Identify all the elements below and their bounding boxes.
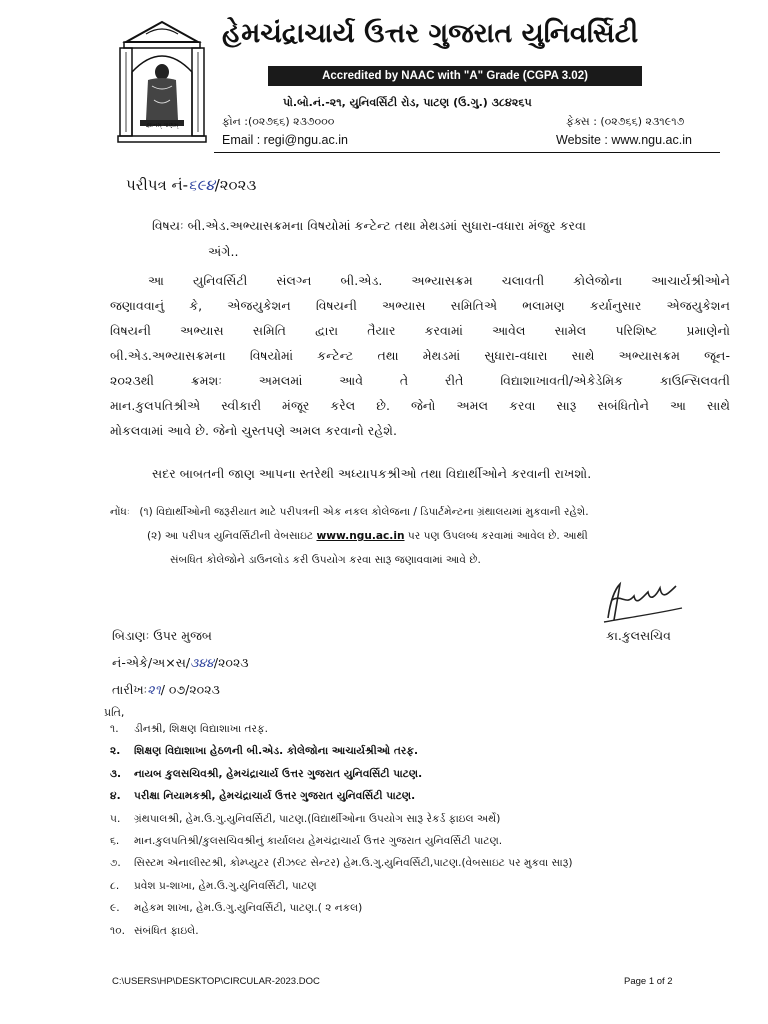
- to-label: પ્રતિ,: [104, 706, 125, 719]
- recipient-number: ૯.: [110, 902, 120, 915]
- recipient-number: ૭.: [110, 857, 121, 870]
- date-prefix: તારીખઃ: [112, 682, 148, 697]
- note-1-text: (૧) વિદ્યાર્થીઓની જરૂરીયાત માટે પરીપત્રની એક નકલ કોલેજના / ડિપાર્ટમેન્ટના ગ્રંથાલયમાં મુકવાની રહેશે.: [139, 506, 589, 518]
- recipient-item: [110, 808, 750, 830]
- note-2: [147, 524, 588, 548]
- attachment: બિડાણઃ ઉપર મુજબ: [112, 628, 212, 643]
- circular-suffix: /૨૦૨૩: [214, 176, 257, 194]
- fax: ફેક્સ : (૦૨૭૬૬) ૨૩૧૯૧૭: [566, 115, 685, 128]
- note-2-line2: સંબધિત કોલેજોને ડાઉનલોડ કરી ઉપયોગ કરવા સારૂ જણાવવામાં આવે છે.: [170, 554, 481, 566]
- reference-number: [112, 655, 249, 671]
- body-paragraph: [110, 268, 730, 443]
- note-1: [110, 500, 589, 524]
- recipient-number: ૩.: [110, 767, 122, 780]
- footer-page-number: Page 1 of 2: [624, 976, 673, 987]
- recipient-item: [110, 740, 750, 762]
- body-line: વિષયની અભ્યાસ સમિતિ દ્વારા તૈયાર કરવામાં આવેલ સામેલ પરિશિષ્ટ પ્રમાણેનો: [110, 323, 730, 338]
- recipient-text: પરીક્ષા નિયામકશ્રી, હેમચંદ્રાચાર્ય ઉત્તર ગુજરાત યુનિવર્સિટી પાટણ.: [134, 790, 416, 803]
- recipient-number: ૧.: [110, 723, 119, 735]
- body-line: મોકલવામાં આવે છે. જેનો ચુસ્તપણે અમલ કરવાનો રહેશે.: [110, 423, 397, 438]
- body-line: ૨૦૨૩થી ક્રમશઃ અમલમાં આવે તે રીતે વિદ્યાશાખાવતી/એકેડેમિક કાઉન્સિલવતી: [110, 373, 730, 388]
- address: પો.બો.નં.-૨૧, યુનિવર્સિટી રોડ, પાટણ (ઉ.ગુ.) ૩૮૪૨૬૫: [283, 96, 532, 109]
- website-link[interactable]: www.ngu.ac.in: [316, 530, 405, 542]
- email[interactable]: Email : regi@ngu.ac.in: [222, 133, 348, 147]
- phone: ફોન :(૦૨૭૬૬) ૨૩૭૦૦૦: [222, 115, 335, 128]
- body-line: જણાવવાનું કે, એજયુકેશન વિષયની અભ્યાસ સમિતિએ ભલામણ કર્યાનુસાર એજયુકેશન: [110, 298, 730, 313]
- accreditation-banner: Accredited by NAAC with "A" Grade (CGPA 3.02): [268, 66, 642, 86]
- subject-line: વિષયઃ બી.એડ.અભ્યાસક્રમના વિષયોમાં કન્ટેન્ટ તથા મેથડમાં સુધારા-વધારા મંજુર કરવા: [152, 218, 586, 233]
- circular-handwritten-number: ૬૯૪: [188, 176, 215, 194]
- recipient-item: [110, 852, 750, 874]
- ref-handwritten-number: ૩૪૪: [190, 655, 214, 670]
- body-line: માન.કુલપતિશ્રીએ સ્વીકારી મંજૂર કરેલ છે. જેનો અમલ કરવા સારૂ સબંધિતોને આ સાથે: [110, 398, 730, 413]
- recipient-text: માન.કુલપતિશ્રી/કુલસચિવશ્રીનું કાર્યાલય હેમચંદ્રાચાર્ય ઉત્તર ગુજરાત યુનિવર્સિટી પાટણ.: [134, 835, 503, 848]
- recipient-item: [110, 785, 750, 807]
- recipient-number: ૬.: [110, 835, 120, 848]
- closing-paragraph: સદર બાબતની જાણ આપના સ્તરેથી અધ્યાપકશ્રીઓ તથા વિદ્યાર્થીઓને કરવાની રાખશો.: [152, 466, 592, 481]
- recipient-item: [110, 718, 750, 740]
- recipient-item: [110, 920, 750, 942]
- logo-caption: જ્ઞાનમ્ ત્રાણમ્: [145, 122, 179, 129]
- recipient-text: શિક્ષણ વિદ્યાશાખા હેઠળની બી.એડ. કોલેજોના આચાર્યશ્રીઓ તરફ.: [134, 745, 418, 758]
- university-name: હેમચંદ્રાચાર્ય ઉત્તર ગુજરાત યુનિવર્સિટી: [222, 18, 639, 49]
- signature-icon: [596, 578, 686, 626]
- circular-prefix: પરીપત્ર નં-: [126, 176, 189, 194]
- recipient-text: સિસ્ટમ એનાલીસ્ટશ્રી, કોમ્પ્યુટર (રીઝલ્ટ સેન્ટર) હેમ.ઉ.ગુ.યુનિવર્સિટી,પાટણ.(વેબસાઇટ પર મુકવા સારૂ): [134, 857, 573, 870]
- recipient-text: સંબંધિત ફાઇલે.: [134, 924, 199, 937]
- recipient-number: ૪.: [110, 790, 121, 803]
- circular-number: [126, 176, 256, 194]
- recipient-item: [110, 763, 750, 785]
- ref-suffix: /૨૦૨૩: [213, 655, 249, 670]
- recipient-item: [110, 875, 750, 897]
- university-logo: [116, 20, 208, 150]
- recipient-text: ડીનશ્રી, શિક્ષણ વિદ્યાશાખા તરફ.: [134, 723, 268, 735]
- signatory: કા.કુલસચિવ: [606, 628, 671, 643]
- recipient-number: ૫.: [110, 812, 121, 825]
- notes-label: નોંધઃ: [110, 506, 130, 518]
- recipient-text: પ્રવેશ પ્ર-શાખા, હેમ.ઉ.ગુ.યુનિવર્સિટી, પાટણ: [134, 879, 317, 892]
- date-suffix: / ૦૭/૨૦૨૩: [160, 682, 220, 697]
- body-line: આ યુનિવર્સિટી સંલગ્ન બી.એડ. અભ્યાસક્રમ ચલાવતી કોલેજોના આચાર્યશ્રીઓને: [148, 273, 730, 288]
- header-divider: [214, 152, 720, 153]
- recipient-text: ગ્રંથપાલશ્રી, હેમ.ઉ.ગુ.યુનિવર્સિટી, પાટણ.(વિદ્યાર્થીઓના ઉપયોગ સારૂ રેકર્ડ ફાઇલ અર્થે): [134, 812, 501, 825]
- date-handwritten-day: ૨૧: [147, 682, 161, 697]
- footer-file-path: C:\USERS\HP\DESKTOP\CIRCULAR-2023.DOC: [112, 976, 320, 987]
- logo-emblem-icon: [116, 20, 208, 150]
- subject-line-cont: અંગે..: [208, 244, 239, 259]
- handwritten-signature: [596, 578, 686, 626]
- recipient-number: ૧૦.: [110, 924, 125, 937]
- recipient-text: મહેકમ શાખા, હેમ.ઉ.ગુ.યુનિવર્સિટી, પાટણ.( ૨ નકલ): [134, 902, 363, 915]
- recipient-number: ૮.: [110, 879, 120, 892]
- recipient-number: ૨.: [110, 745, 121, 758]
- recipient-item: [110, 897, 750, 919]
- website[interactable]: Website : www.ngu.ac.in: [556, 133, 692, 147]
- date: [112, 682, 220, 698]
- recipient-list: [110, 718, 750, 942]
- body-line: બી.એડ.અભ્યાસક્રમના વિષયોમાં કન્ટેન્ટ તથા મેથડમાં સુધારા-વધારા સાથે અભ્યાસક્રમ જૂન-: [110, 348, 730, 363]
- note-2-pre: (૨) આ પરીપત્ર યુનિવર્સિટીની વેબસાઇટ: [147, 530, 317, 542]
- note-2-post: પર પણ ઉપલબ્ધ કરવામાં આવેલ છે. આથી: [404, 530, 588, 542]
- recipient-item: [110, 830, 750, 852]
- ref-prefix: નં-એકે/અ×સ/: [112, 655, 191, 670]
- recipient-text: નાયબ કુલસચિવશ્રી, હેમચંદ્રાચાર્ય ઉત્તર ગુજરાત યુનિવર્સિટી પાટણ.: [134, 767, 423, 780]
